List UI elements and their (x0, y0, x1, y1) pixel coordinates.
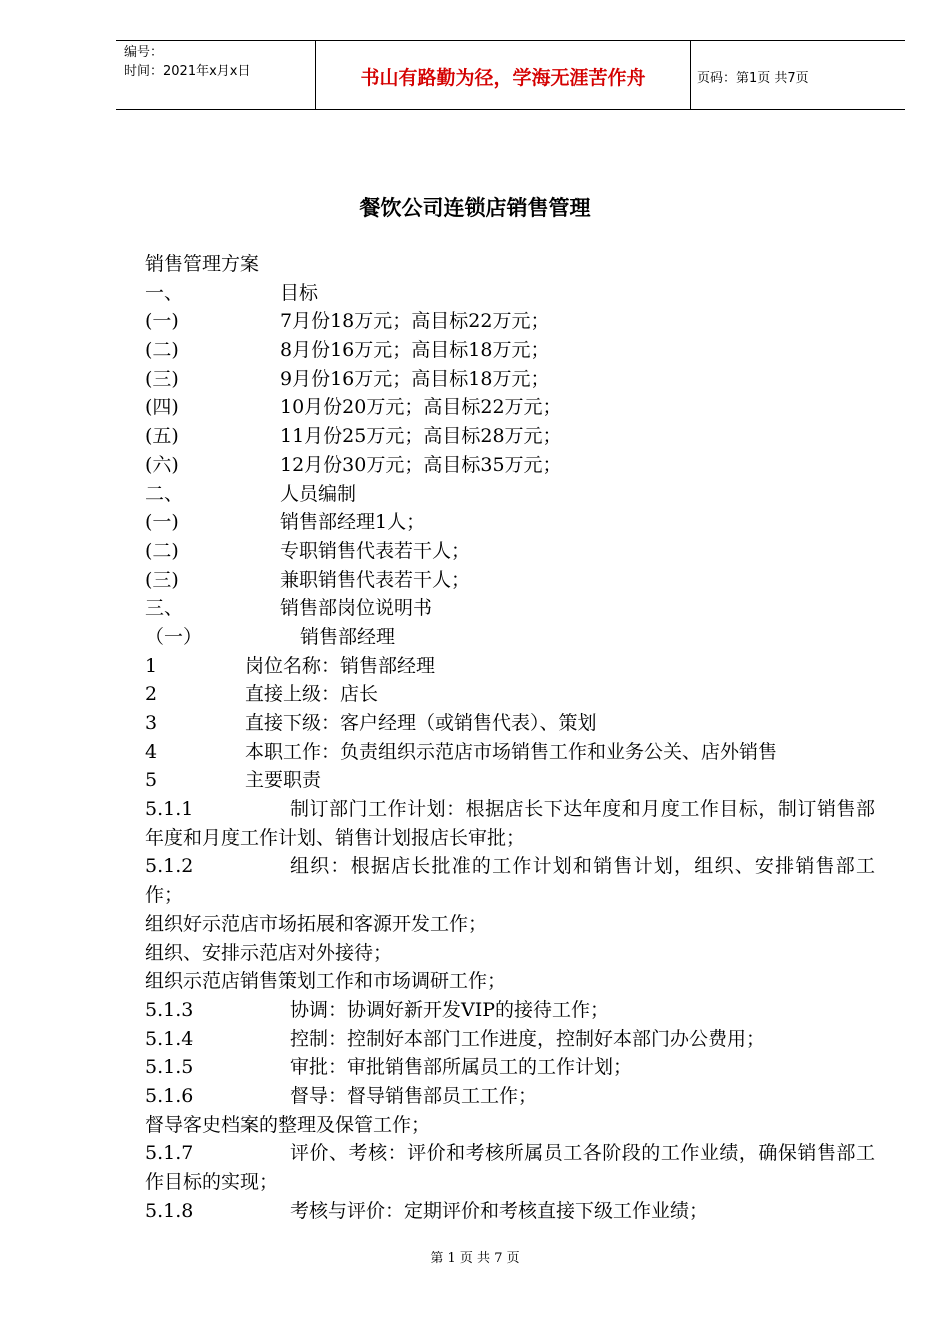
header-table (116, 40, 905, 110)
duty-item (145, 996, 875, 1025)
time-label: 时间：2021年x月x日 (124, 64, 251, 79)
duty-line (145, 939, 875, 968)
outline-line (145, 480, 875, 509)
duty-line (145, 1111, 875, 1140)
duty-item (145, 1082, 875, 1111)
line-number: 3 (145, 712, 158, 734)
outline-line (145, 623, 875, 652)
outline-line (145, 365, 875, 394)
line-text: 销售部经理1人； (280, 511, 426, 534)
duty-line (145, 967, 875, 996)
line-text: 直接下级：客户经理（或销售代表）、策划 (245, 712, 597, 734)
line-number: (六) (145, 453, 179, 476)
line-number: （一） (145, 625, 203, 648)
duty-item (145, 795, 875, 852)
outline-line (145, 307, 875, 336)
header-divider (690, 41, 691, 109)
line-number: (三) (145, 367, 179, 390)
outline-line (145, 336, 875, 365)
duty-number: 5.1.3 (145, 998, 194, 1021)
duty-text: 组织好示范店市场拓展和客源开发工作； (145, 912, 488, 935)
outline-line (145, 508, 875, 537)
line-text: 9月份16万元；高目标18万元； (280, 367, 550, 390)
duty-item (145, 1053, 875, 1082)
duty-number: 5.1.4 (145, 1027, 194, 1050)
line-number: (一) (145, 310, 179, 333)
outline-line (145, 738, 875, 767)
line-text: 11月份25万元；高目标28万元； (280, 425, 562, 448)
duty-line (145, 910, 875, 939)
duty-text: 控制：控制好本部门工作进度，控制好本部门办公费用； (290, 1027, 766, 1050)
line-text: 本职工作：负责组织示范店市场销售工作和业务公关、店外销售 (245, 740, 778, 763)
line-text: 主要职责 (245, 769, 322, 792)
line-number: (五) (145, 425, 179, 448)
outline-line (145, 680, 875, 709)
line-text: 销售部经理 (300, 625, 396, 648)
line-text: 人员编制 (280, 482, 357, 505)
duty-number: 5.1.1 (145, 798, 194, 821)
duty-number: 5.1.7 (145, 1142, 194, 1165)
outline-line (145, 451, 875, 480)
page-footer: 第 1 页 共 7 页 (430, 1251, 520, 1266)
serial-label: 编号： (124, 45, 164, 60)
outline-line (145, 537, 875, 566)
line-text: 10月份20万元；高目标22万元； (280, 396, 562, 419)
duty-number: 5.1.8 (145, 1199, 194, 1222)
outline-line (145, 279, 875, 308)
duty-item (145, 1139, 875, 1196)
duty-text: 组织示范店销售策划工作和市场调研工作； (145, 970, 507, 993)
document-subtitle (145, 250, 875, 279)
line-text: 8月份16万元；高目标18万元； (280, 339, 550, 362)
duty-item (145, 852, 875, 909)
outline-line (145, 566, 875, 595)
duty-text: 督导：督导销售部员工工作； (290, 1085, 538, 1107)
line-text: 7月份18万元；高目标22万元； (280, 310, 550, 333)
duty-text: 督导客史档案的整理及保管工作； (145, 1113, 431, 1136)
line-number: (四) (145, 396, 179, 419)
line-text: 专职销售代表若干人； (280, 539, 471, 562)
outline-line (145, 422, 875, 451)
outline-line (145, 652, 875, 681)
duty-text: 审批：审批销售部所属员工的工作计划； (290, 1056, 633, 1079)
line-number: (二) (145, 339, 179, 362)
duty-item (145, 1025, 875, 1054)
line-number: (二) (145, 539, 179, 562)
duties-list (145, 795, 875, 1225)
line-number: 二、 (145, 482, 184, 505)
subtitle-text: 销售管理方案 (145, 253, 260, 275)
header-info (124, 43, 250, 81)
line-text: 销售部岗位说明书 (280, 597, 433, 620)
line-number: 一、 (145, 281, 184, 304)
line-number: 4 (145, 740, 158, 763)
line-number: (一) (145, 511, 179, 534)
header-page-label: 页码：第1页 共7页 (697, 71, 809, 86)
duty-number: 5.1.2 (145, 855, 194, 878)
document-body (145, 250, 875, 1225)
duty-text: 组织、安排示范店对外接待； (145, 941, 393, 964)
outline-line (145, 766, 875, 795)
outline-line (145, 594, 875, 623)
line-text: 兼职销售代表若干人； (280, 568, 471, 591)
line-text: 目标 (280, 281, 319, 304)
outline-line (145, 393, 875, 422)
duty-text: 制订部门工作计划：根据店长下达年度和月度工作目标，制订销售部年度和月度工作计划、销售计划报店长审批； (145, 798, 875, 849)
outline-list (145, 279, 875, 795)
line-number: 1 (145, 654, 158, 677)
duty-text: 组织：根据店长批准的工作计划和销售计划，组织、安排销售部工作； (145, 855, 875, 907)
line-text: 12月份30万元；高目标35万元； (280, 453, 562, 476)
duty-number: 5.1.6 (145, 1085, 194, 1107)
duty-item (145, 1197, 875, 1226)
line-number: (三) (145, 568, 179, 591)
duty-text: 考核与评价：定期评价和考核直接下级工作业绩； (290, 1199, 709, 1222)
line-number: 2 (145, 683, 158, 706)
document-title: 餐饮公司连锁店销售管理 (359, 196, 591, 220)
line-number: 5 (145, 769, 158, 792)
outline-line (145, 709, 875, 738)
duty-text: 评价、考核：评价和考核所属员工各阶段的工作业绩，确保销售部工作目标的实现； (145, 1142, 875, 1194)
line-text: 岗位名称：销售部经理 (245, 654, 436, 677)
duty-number: 5.1.5 (145, 1056, 194, 1079)
line-number: 三、 (145, 597, 184, 620)
duty-text: 协调：协调好新开发VIP的接待工作； (290, 998, 610, 1021)
line-text: 直接上级：店长 (245, 683, 379, 706)
header-motto: 书山有路勤为径，学海无涯苦作舟 (360, 67, 646, 89)
